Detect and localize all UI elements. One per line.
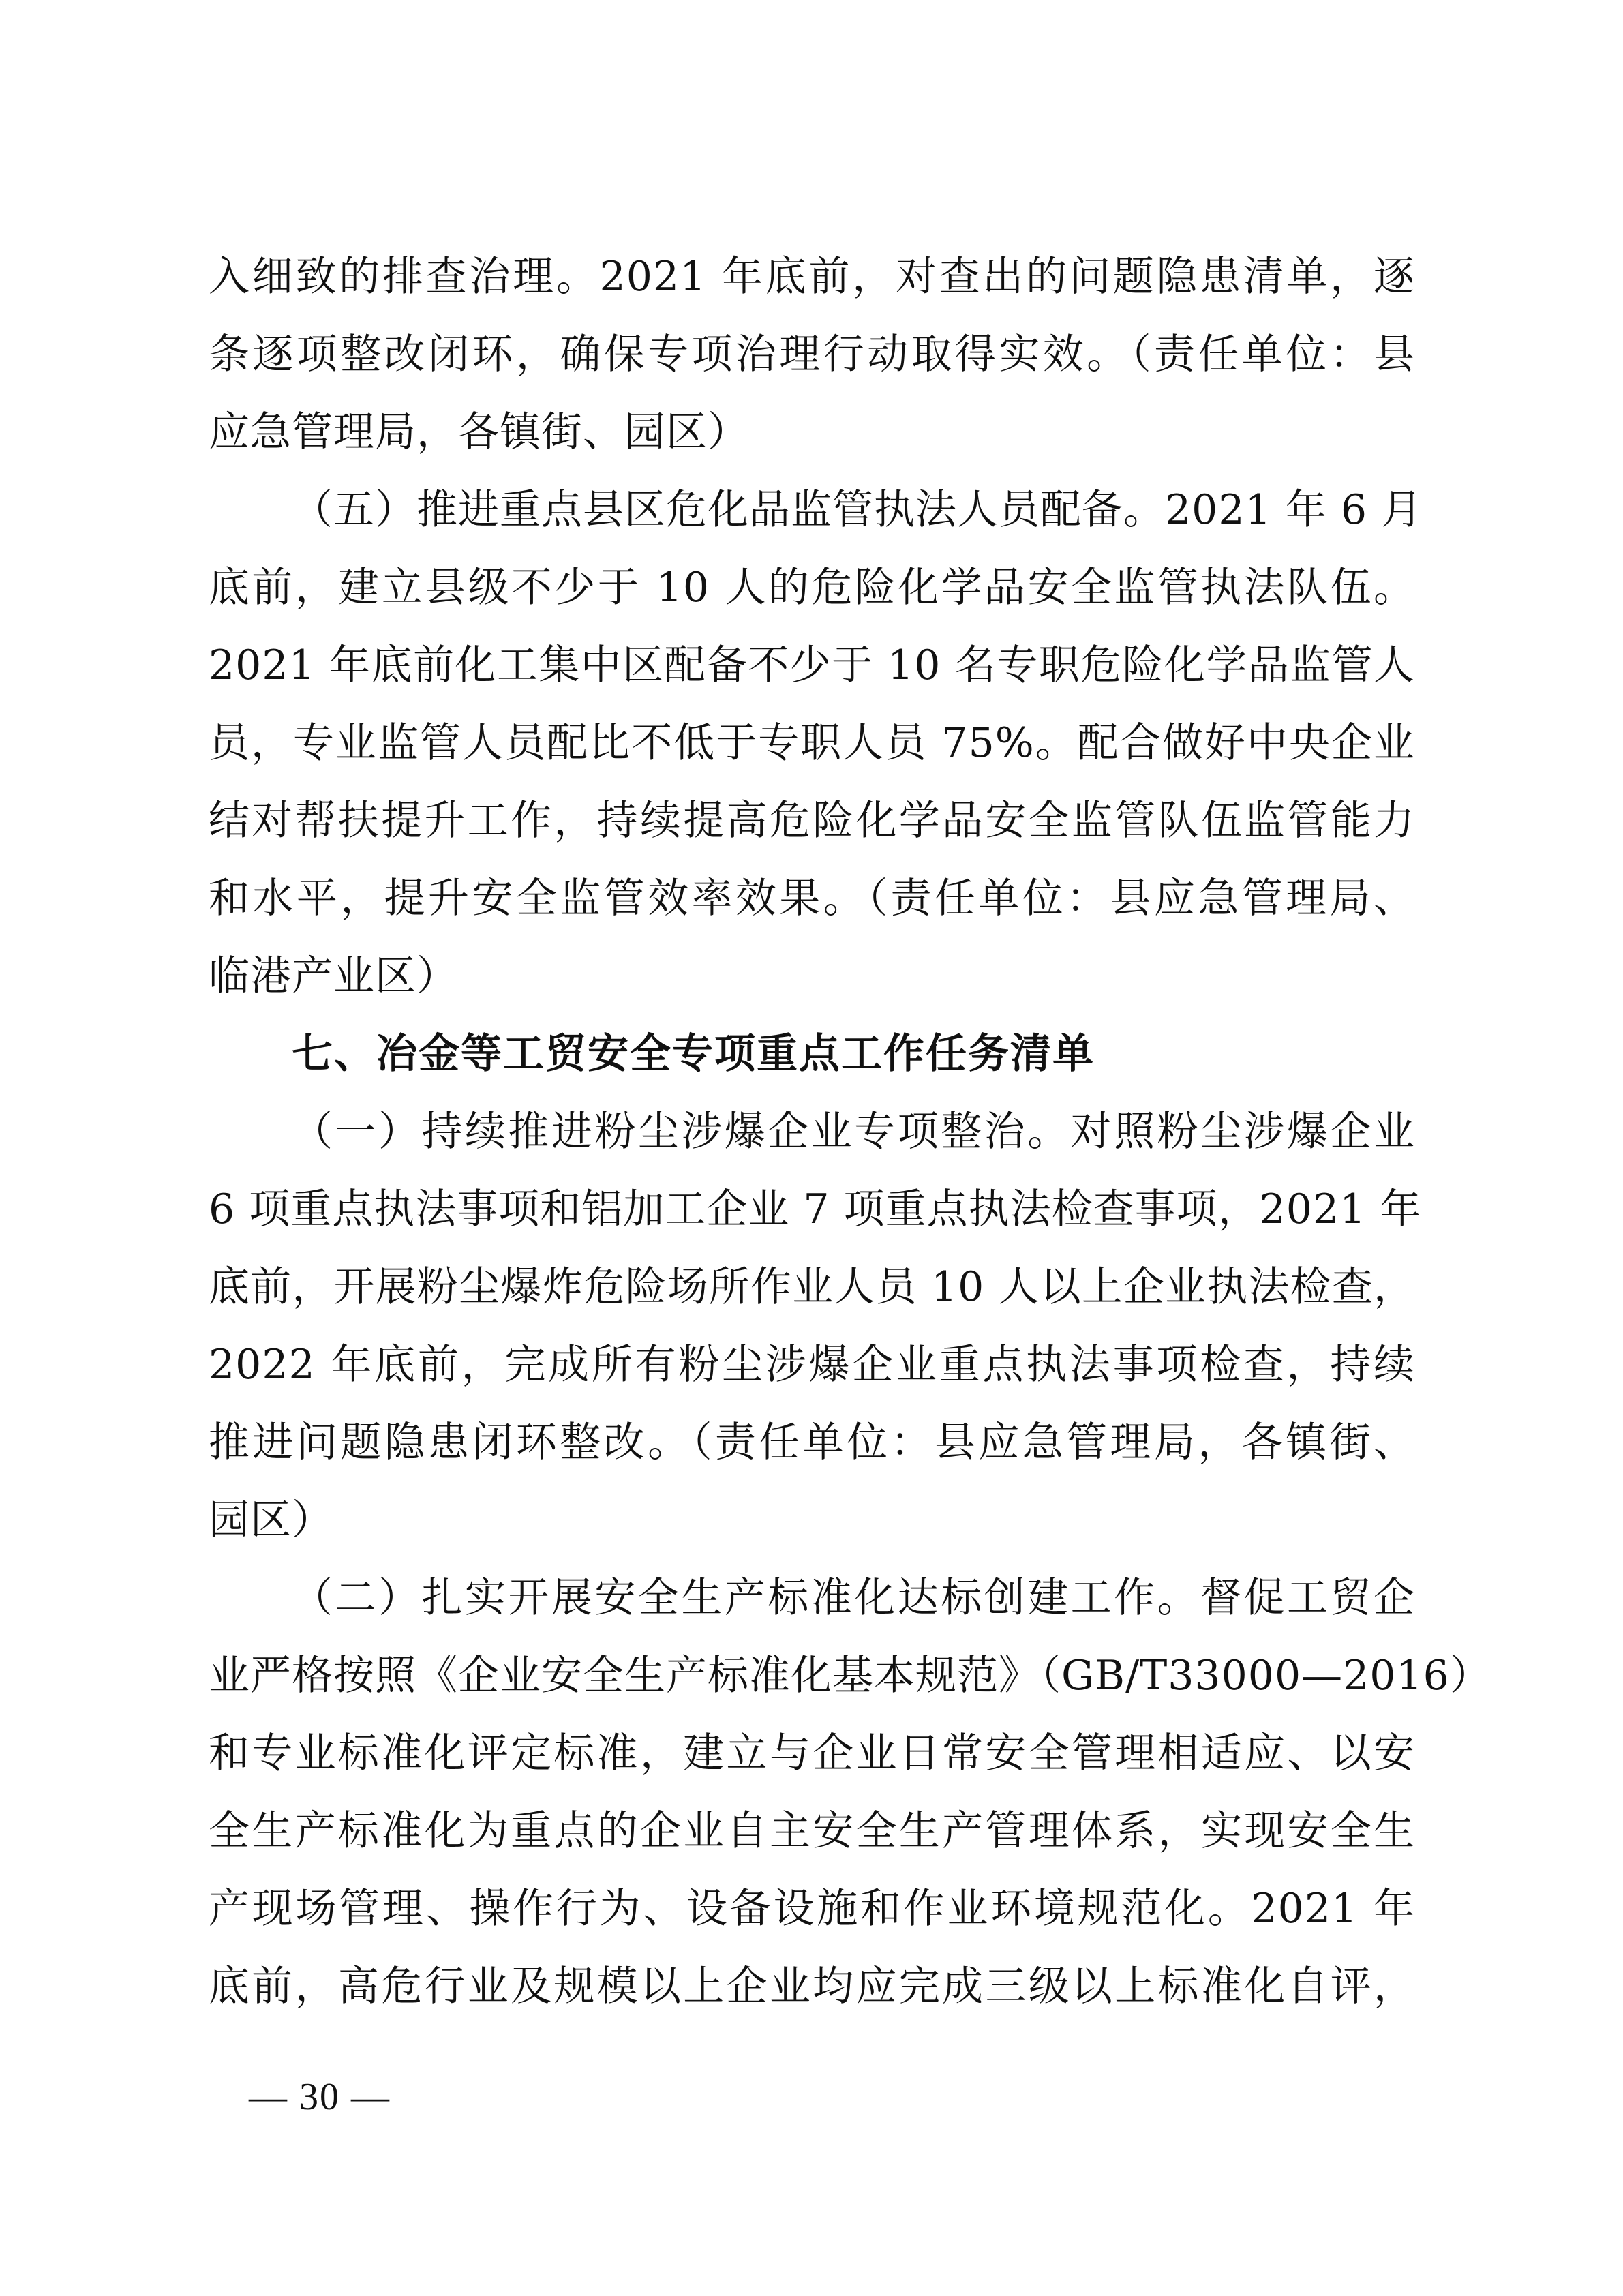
- body-text: [209, 238, 1491, 2025]
- section-item-two-heading: （二）扎实开展安全生产标准化达标创建工作。督促工贸企: [292, 1574, 1415, 1622]
- text-line: 园区）: [209, 1496, 333, 1544]
- section-item-five-heading: （五）推进重点县区危化品监管执法人员配备。2021 年 6 月: [292, 486, 1423, 534]
- text-line: 2021 年底前化工集中区配备不少于 10 名专职危险化学品监管人: [209, 641, 1415, 689]
- text-line: 产现场管理、操作行为、设备设施和作业环境规范化。2021 年: [209, 1885, 1415, 1933]
- text-line: 员，专业监管人员配比不低于专职人员 75%。配合做好中央企业: [209, 719, 1415, 767]
- text-line: 结对帮扶提升工作，持续提高危险化学品安全监管队伍监管能力: [209, 797, 1415, 845]
- page-number: — 30 —: [249, 2076, 391, 2118]
- text-line: 底前，高危行业及规模以上企业均应完成三级以上标准化自评，: [209, 1963, 1415, 2010]
- text-line: 和水平，提升安全监管效率效果。（责任单位：县应急管理局、: [209, 875, 1415, 922]
- text-line: 临港产业区）: [209, 952, 458, 1000]
- text-line: 2022 年底前，完成所有粉尘涉爆企业重点执法事项检查，持续: [209, 1341, 1415, 1389]
- section-item-one-heading: （一）持续推进粉尘涉爆企业专项整治。对照粉尘涉爆企业: [292, 1108, 1415, 1155]
- text-line: 业严格按照《企业安全生产标准化基本规范》（GB/T33000—2016）: [209, 1652, 1491, 1700]
- text-line: 底前，建立县级不少于 10 人的危险化学品安全监管执法队伍。: [209, 564, 1415, 611]
- text-line: 6 项重点执法事项和铝加工企业 7 项重点执法检查事项，2021 年: [209, 1185, 1422, 1233]
- text-line: 推进问题隐患闭环整改。（责任单位：县应急管理局，各镇街、: [209, 1419, 1415, 1466]
- text-line: 应急管理局，各镇街、园区）: [209, 408, 749, 456]
- text-line: 和专业标准化评定标准，建立与企业日常安全管理相适应、以安: [209, 1729, 1415, 1777]
- text-line: 全生产标准化为重点的企业自主安全生产管理体系，实现安全生: [209, 1807, 1415, 1855]
- text-line: 条逐项整改闭环，确保专项治理行动取得实效。（责任单位：县: [209, 331, 1415, 378]
- text-line: 底前，开展粉尘爆炸危险场所作业人员 10 人以上企业执法检查，: [209, 1263, 1415, 1311]
- section-heading-seven: 七、冶金等工贸安全专项重点工作任务清单: [292, 1030, 1095, 1078]
- text-line: 入细致的排查治理。2021 年底前，对查出的问题隐患清单，逐: [209, 253, 1415, 301]
